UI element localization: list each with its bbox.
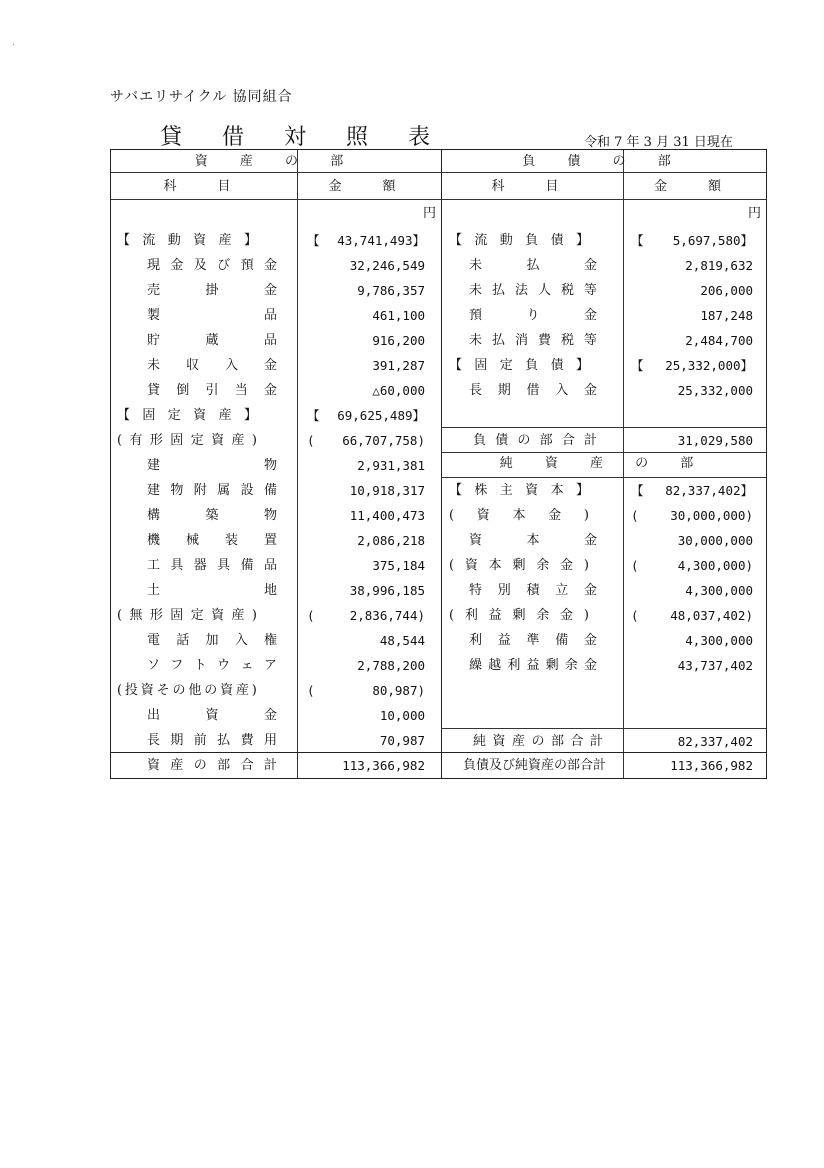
liabilities-amount-column-header: 金 額: [653, 179, 735, 194]
liabilities-section-header: 負 債 の 部: [522, 154, 685, 169]
line-item-amount: ( 66,707,758): [307, 433, 425, 448]
line-item-amount: ( 80,987): [307, 683, 425, 698]
organization-name: サバエリサイクル 協同組合: [110, 89, 293, 105]
liabilities-total-rule: [441, 427, 766, 428]
line-item-amount: 9,786,357: [357, 283, 425, 298]
line-item-label: 【 流 動 資 産 】: [117, 233, 257, 248]
line-item-label: 繰 越 利 益 剰 余 金: [469, 658, 597, 673]
col-divider: [297, 150, 298, 778]
line-item-label: 【 固 定 資 産 】: [117, 408, 257, 423]
header-rule: [111, 172, 766, 173]
line-item-label: 【 株 主 資 本 】: [449, 483, 589, 498]
line-item-label: 未 払 金: [469, 258, 597, 273]
line-item-label: ( 有 形 固 定 資 産 ): [117, 433, 257, 448]
line-item-amount: 【 5,697,580】: [631, 233, 753, 248]
line-item-amount: △60,000: [372, 383, 425, 398]
line-item-label: 売 掛 金: [147, 283, 277, 298]
line-item-amount: 4,300,000: [685, 583, 753, 598]
line-item-label: 利 益 準 備 金: [469, 633, 597, 648]
liabilities-unit: 円: [748, 206, 762, 221]
line-item-amount: 2,931,381: [357, 458, 425, 473]
line-item-amount: ( 48,037,402): [631, 608, 753, 623]
line-item-amount: 2,484,700: [685, 333, 753, 348]
line-item-amount: ( 2,836,744): [307, 608, 425, 623]
line-item-label: 【 固 定 負 債 】: [449, 358, 589, 373]
grand-total-rule: [111, 752, 766, 753]
line-item-amount: 10,000: [379, 708, 425, 723]
line-item-label: 構 築 物: [147, 508, 277, 523]
line-item-label: ( 資 本 剰 余 金 ): [449, 558, 589, 573]
line-item-label: 【 流 動 負 債 】: [449, 233, 589, 248]
scan-speck: ·: [12, 40, 16, 51]
line-item-label: 未 収 入 金: [147, 358, 277, 373]
assets-total-label: 資 産 の 部 合 計: [147, 758, 277, 773]
liabilities-total-label: 負 債 の 部 合 計: [473, 433, 597, 448]
line-item-label: 貸 倒 引 当 金: [147, 383, 277, 398]
balance-sheet-table: [110, 149, 767, 779]
net-assets-total-amount: 82,337,402: [677, 734, 753, 749]
line-item-label: 建 物 附 属 設 備: [147, 483, 277, 498]
line-item-amount: 10,918,317: [349, 483, 425, 498]
line-item-label: 機 械 装 置: [147, 533, 277, 548]
line-item-label: 資 本 金: [469, 533, 597, 548]
assets-total-amount: 113,366,982: [342, 758, 425, 773]
line-item-label: 長 期 借 入 金: [469, 383, 597, 398]
grand-total-amount: 113,366,982: [670, 758, 753, 773]
line-item-label: 長 期 前 払 費 用: [147, 733, 277, 748]
line-item-amount: 375,184: [372, 558, 425, 573]
line-item-label: 製 品: [147, 308, 277, 323]
line-item-amount: 30,000,000: [677, 533, 753, 548]
liabilities-item-column-header: 科 目: [491, 179, 573, 194]
line-item-amount: 43,737,402: [677, 658, 753, 673]
line-item-amount: 206,000: [700, 283, 753, 298]
line-item-label: ( 利 益 剰 余 金 ): [449, 608, 589, 623]
assets-amount-column-header: 金 額: [328, 179, 410, 194]
line-item-label: ( 無 形 固 定 資 産 ): [117, 608, 257, 623]
line-item-amount: 【 43,741,493】: [307, 233, 425, 248]
line-item-amount: 38,996,185: [349, 583, 425, 598]
line-item-amount: 【 82,337,402】: [631, 483, 753, 498]
net-assets-header-rule: [441, 452, 766, 453]
net-assets-total-label: 純 資 産 の 部 合 計: [473, 734, 603, 749]
net-assets-header-rule: [441, 477, 766, 478]
line-item-label: 貯 蔵 品: [147, 333, 277, 348]
document-title: 貸借対照表: [160, 125, 471, 150]
line-item-amount: 2,788,200: [357, 658, 425, 673]
line-item-amount: 461,100: [372, 308, 425, 323]
header-rule: [111, 199, 766, 200]
line-item-amount: 187,248: [700, 308, 753, 323]
line-item-amount: 2,086,218: [357, 533, 425, 548]
line-item-label: ソ フ ト ウ ェ ア: [147, 658, 277, 673]
line-item-label: 土 地: [147, 583, 277, 598]
report-date: 令和 7 年 3 月 31 日現在: [584, 135, 733, 150]
line-item-amount: ( 30,000,000): [631, 508, 753, 523]
line-item-amount: 32,246,549: [349, 258, 425, 273]
assets-item-column-header: 科 目: [163, 179, 245, 194]
liabilities-total-amount: 31,029,580: [677, 433, 753, 448]
line-item-amount: 【 69,625,489】: [307, 408, 425, 423]
assets-section-header: 資 産 の 部: [194, 154, 358, 169]
net-assets-total-rule: [441, 728, 766, 729]
net-assets-section-header: 純 資 産 の 部: [499, 456, 708, 471]
line-item-amount: 916,200: [372, 333, 425, 348]
line-item-amount: 2,819,632: [685, 258, 753, 273]
assets-unit: 円: [423, 206, 437, 221]
line-item-amount: ( 4,300,000): [631, 558, 753, 573]
line-item-amount: 11,400,473: [349, 508, 425, 523]
line-item-amount: 70,987: [379, 733, 425, 748]
line-item-label: 特 別 積 立 金: [469, 583, 597, 598]
line-item-label: 未 払 法 人 税 等: [469, 283, 597, 298]
line-item-amount: 25,332,000: [677, 383, 753, 398]
line-item-label: ( 投 資 そ の 他 の 資 産 ): [117, 683, 257, 698]
line-item-label: 工 具 器 具 備 品: [147, 558, 277, 573]
line-item-label: 電 話 加 入 権: [147, 633, 277, 648]
line-item-label: 現 金 及 び 預 金: [147, 258, 277, 273]
line-item-amount: 48,544: [379, 633, 425, 648]
line-item-label: 預 り 金: [469, 308, 597, 323]
line-item-label: 未 払 消 費 税 等: [469, 333, 597, 348]
line-item-amount: 391,287: [372, 358, 425, 373]
line-item-amount: 【 25,332,000】: [631, 358, 753, 373]
grand-total-label: 負債及び純資産の部合計: [463, 758, 607, 773]
line-item-label: 出 資 金: [147, 708, 277, 723]
line-item-label: 建 物: [147, 458, 277, 473]
line-item-amount: 4,300,000: [685, 633, 753, 648]
line-item-label: ( 資 本 金 ): [449, 508, 589, 523]
